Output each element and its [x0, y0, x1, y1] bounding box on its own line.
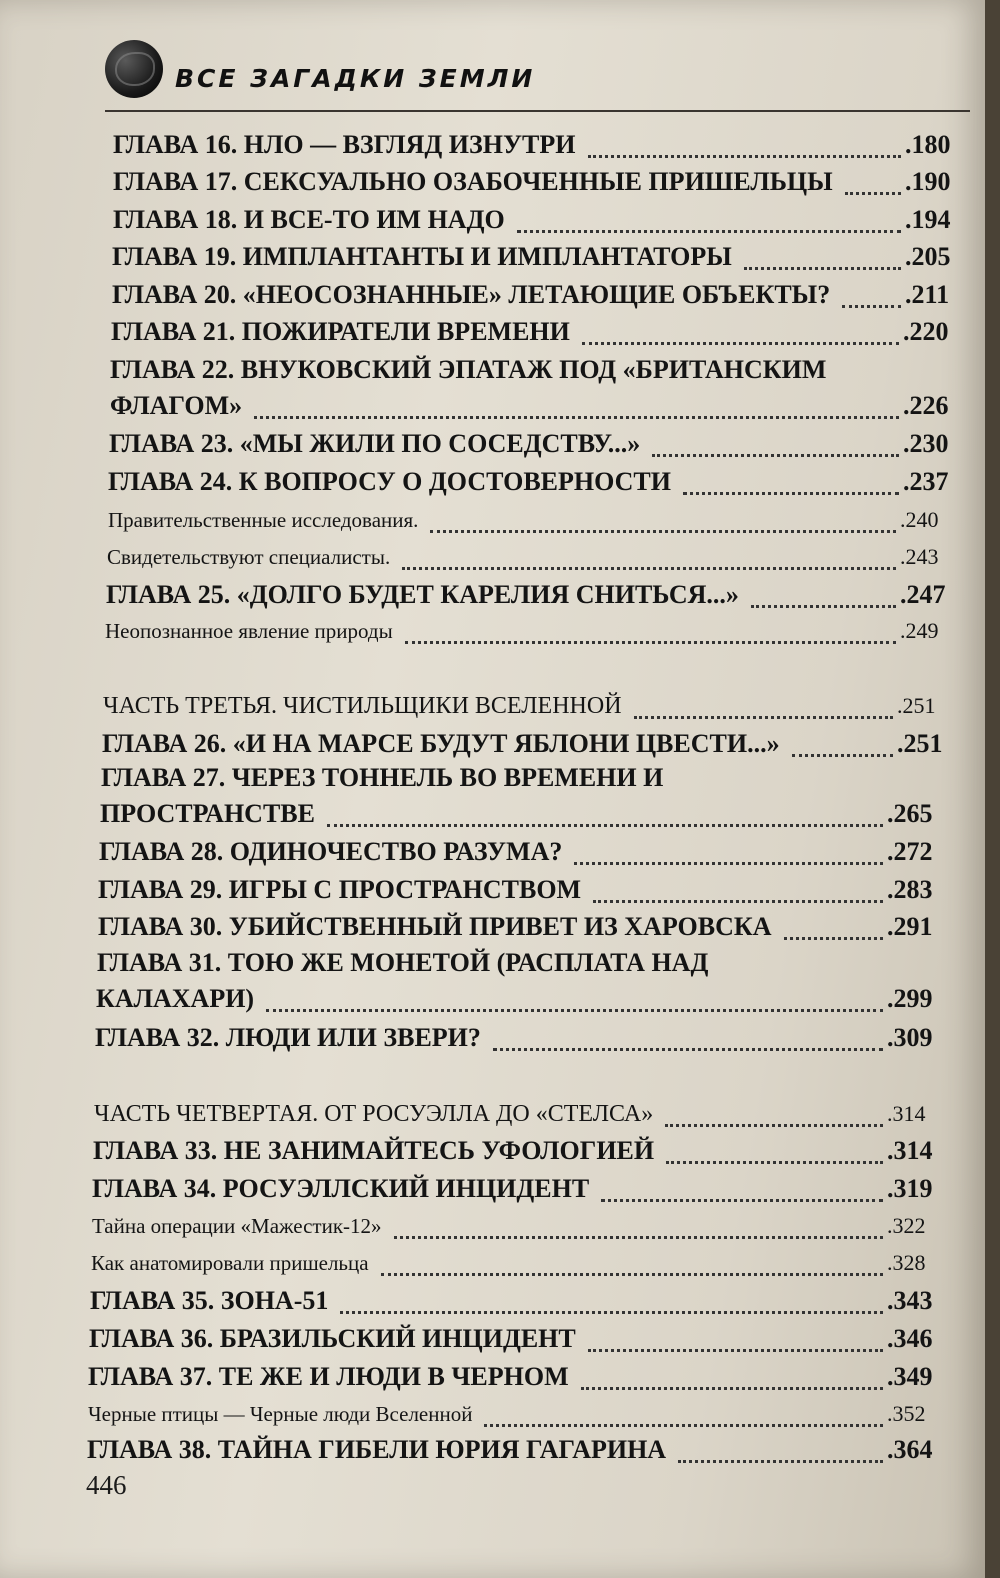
- toc-entry-page: .364: [887, 1435, 933, 1464]
- toc-entry-title: ГЛАВА 37. ТЕ ЖЕ И ЛЮДИ В ЧЕРНОМ: [88, 1362, 569, 1391]
- toc-entry: [112, 278, 950, 312]
- toc-entry: [87, 1433, 950, 1467]
- toc-entry-title: ГЛАВА 19. ИМПЛАНТАНТЫ И ИМПЛАНТАТОРЫ: [112, 242, 732, 271]
- toc-entry-title: ГЛАВА 38. ТАЙНА ГИБЕЛИ ЮРИЯ ГАГАРИНА: [87, 1435, 667, 1464]
- toc-entry-title: ГЛАВА 32. ЛЮДИ ИЛИ ЗВЕРИ?: [95, 1023, 481, 1052]
- toc-entry: [108, 503, 950, 537]
- dot-leader: [683, 458, 899, 495]
- dot-leader: [784, 903, 883, 940]
- toc-entry-page: .319: [887, 1174, 933, 1203]
- series-title: ВСЕ ЗАГАДКИ ЗЕМЛИ: [175, 64, 536, 93]
- toc-entry-title: ГЛАВА 23. «МЫ ЖИЛИ ПО СОСЕДСТВУ...»: [109, 429, 641, 458]
- toc-entry-page: .283: [887, 875, 933, 904]
- toc-entry-title: ГЛАВА 16. НЛО — ВЗГЛЯД ИЗНУТРИ: [113, 130, 576, 159]
- toc-entry: [105, 614, 950, 648]
- toc-entry: [94, 1097, 950, 1131]
- toc-entry: [92, 1209, 950, 1243]
- toc-entry: [111, 315, 950, 349]
- toc-entry: [110, 389, 950, 423]
- toc-entry-title: ГЛАВА 26. «И НА МАРСЕ БУДУТ ЯБЛОНИ ЦВЕСТИ...»: [102, 729, 780, 758]
- toc-entry-title: Тайна операции «Мажестик-12»: [92, 1214, 382, 1238]
- toc-entry-title: ГЛАВА 28. ОДИНОЧЕСТВО РАЗУМА?: [99, 837, 563, 866]
- toc-entry-title: ГЛАВА 25. «ДОЛГО БУДЕТ КАРЕЛИЯ СНИТЬСЯ...»: [106, 580, 739, 609]
- toc-entry-page: .309: [887, 1023, 933, 1052]
- toc-entry: [92, 1172, 950, 1206]
- dot-leader: [394, 1202, 883, 1239]
- dot-leader: [381, 1239, 883, 1276]
- toc-entry: [98, 910, 950, 944]
- toc-entry: [90, 1284, 950, 1318]
- toc-entry-title: Как анатомировали пришельца: [91, 1251, 369, 1275]
- dot-leader: [634, 682, 893, 719]
- dot-leader: [601, 1165, 883, 1202]
- page-number: 446: [86, 1470, 127, 1500]
- toc-entry-page: .211: [905, 280, 950, 309]
- dot-leader: [588, 1315, 883, 1352]
- toc-entry-title: ПРОСТРАНСТВЕ: [100, 799, 315, 828]
- dot-leader: [678, 1426, 883, 1463]
- toc-entry: [98, 873, 950, 907]
- toc-entry-title: Неопознанное явление природы: [105, 619, 393, 643]
- dot-leader: [792, 720, 893, 757]
- dot-leader: [402, 533, 896, 570]
- dot-leader: [517, 196, 901, 233]
- toc-entry-title: ЧАСТЬ ТРЕТЬЯ. ЧИСТИЛЬЩИКИ ВСЕЛЕННОЙ: [103, 693, 622, 719]
- dot-leader: [588, 121, 902, 158]
- toc-entry-page: .205: [905, 242, 951, 271]
- dot-leader: [665, 1090, 883, 1127]
- toc-entry-page: .272: [887, 837, 933, 866]
- toc-entry-title: ГЛАВА 35. ЗОНА-51: [90, 1286, 329, 1315]
- toc-entry-page: .247: [900, 580, 946, 609]
- toc-entry-title: ГЛАВА 36. БРАЗИЛЬСКИЙ ИНЦИДЕНТ: [89, 1324, 576, 1353]
- toc-entry-page: .251: [897, 693, 936, 718]
- dot-leader: [581, 1353, 883, 1390]
- toc-entry-page: .349: [887, 1362, 933, 1391]
- toc-entry-page: .226: [903, 391, 949, 420]
- toc-entry-title: ГЛАВА 18. И ВСЕ-ТО ИМ НАДО: [113, 205, 505, 234]
- toc-entry-page: .343: [887, 1286, 933, 1315]
- toc-entry-title: ГЛАВА 22. ВНУКОВСКИЙ ЭПАТАЖ ПОД «БРИТАНСКИМ: [110, 355, 827, 384]
- toc-entry-page: .251: [897, 729, 943, 758]
- toc-entry: [93, 1134, 950, 1168]
- dot-leader: [340, 1277, 883, 1314]
- toc-entry: [102, 727, 950, 761]
- toc-entry-title: ГЛАВА 24. К ВОПРОСУ О ДОСТОВЕРНОСТИ: [108, 467, 671, 496]
- dot-leader: [430, 496, 896, 533]
- dot-leader: [266, 975, 883, 1012]
- toc-entry-title: ГЛАВА 33. НЕ ЗАНИМАЙТЕСЬ УФОЛОГИЕЙ: [93, 1136, 655, 1165]
- dot-leader: [744, 233, 901, 270]
- toc-entry: [96, 982, 950, 1016]
- toc-entry-page: .237: [903, 467, 949, 496]
- dot-leader: [652, 420, 899, 457]
- dot-leader: [484, 1390, 883, 1427]
- toc-entry-page: .314: [887, 1136, 933, 1165]
- toc-entry: [100, 797, 950, 831]
- toc-entry: [99, 835, 950, 869]
- toc-entry: [103, 689, 950, 723]
- toc-entry-page: .230: [903, 429, 949, 458]
- dot-leader: [751, 571, 896, 608]
- toc-entry-page: .291: [887, 912, 933, 941]
- toc-entry-page: .346: [887, 1324, 933, 1353]
- toc-entry-page: .314: [887, 1101, 926, 1126]
- toc-entry-title: ЧАСТЬ ЧЕТВЕРТАЯ. ОТ РОСУЭЛЛА ДО «СТЕЛСА»: [94, 1101, 654, 1127]
- toc-entry-page: .352: [887, 1401, 926, 1426]
- toc-entry-page: .265: [887, 799, 933, 828]
- toc-entry: [88, 1360, 950, 1394]
- toc-entry-page: .180: [905, 130, 951, 159]
- toc-entry-title: ГЛАВА 34. РОСУЭЛЛСКИЙ ИНЦИДЕНТ: [92, 1174, 590, 1203]
- toc-entry-page: .190: [905, 167, 951, 196]
- toc-entry-title: ГЛАВА 31. ТОЮ ЖЕ МОНЕТОЙ (РАСПЛАТА НАД: [97, 948, 709, 977]
- toc-entry-title: ФЛАГОМ»: [110, 391, 243, 420]
- dot-leader: [327, 790, 883, 827]
- toc-entry-title: ГЛАВА 20. «НЕОСОЗНАННЫЕ» ЛЕТАЮЩИЕ ОБЪЕКТЫ?: [112, 280, 831, 309]
- toc-entry: [91, 1246, 950, 1280]
- toc-entry: [113, 165, 950, 199]
- toc-entry-page: .240: [900, 507, 939, 532]
- dot-leader: [493, 1014, 883, 1051]
- dot-leader: [574, 828, 883, 865]
- toc-entry-title: Свидетельствуют специалисты.: [107, 545, 391, 569]
- toc-entry-title: ГЛАВА 27. ЧЕРЕЗ ТОННЕЛЬ ВО ВРЕМЕНИ И: [101, 763, 664, 792]
- dot-leader: [582, 308, 899, 345]
- dot-leader: [254, 382, 899, 419]
- dot-leader: [405, 607, 896, 644]
- toc-entry-title: ГЛАВА 17. СЕКСУАЛЬНО ОЗАБОЧЕННЫЕ ПРИШЕЛЬЦЫ: [113, 167, 833, 196]
- toc-entry-page: .194: [905, 205, 951, 234]
- dot-leader: [666, 1127, 883, 1164]
- toc-entry-page: .249: [900, 618, 939, 643]
- toc-entry-page: .299: [887, 984, 933, 1013]
- toc-entry: [108, 465, 950, 499]
- toc-entry-title: ГЛАВА 21. ПОЖИРАТЕЛИ ВРЕМЕНИ: [111, 317, 570, 346]
- toc-entry: [109, 427, 950, 461]
- toc-entry: [113, 203, 950, 237]
- toc-entry: [107, 540, 950, 574]
- toc-entry-page: .243: [900, 544, 939, 569]
- toc-entry-title: ГЛАВА 30. УБИЙСТВЕННЫЙ ПРИВЕТ ИЗ ХАРОВСКА: [98, 912, 772, 941]
- toc-entry: [113, 128, 950, 162]
- dot-leader: [593, 866, 883, 903]
- toc-entry-title: Правительственные исследования.: [108, 508, 419, 532]
- toc-entry-page: .328: [887, 1250, 926, 1275]
- toc-entry: [95, 1021, 950, 1055]
- toc-entry: [89, 1322, 950, 1356]
- toc-entry-title: ГЛАВА 29. ИГРЫ С ПРОСТРАНСТВОМ: [98, 875, 582, 904]
- toc-entry-page: .220: [903, 317, 949, 346]
- dot-leader: [842, 271, 901, 308]
- toc-entry: [112, 240, 950, 274]
- toc-entry-title: Черные птицы — Черные люди Вселенной: [88, 1402, 473, 1426]
- toc-entry-title: КАЛАХАРИ): [96, 984, 255, 1013]
- toc-entry-page: .322: [887, 1213, 926, 1238]
- dot-leader: [845, 158, 901, 195]
